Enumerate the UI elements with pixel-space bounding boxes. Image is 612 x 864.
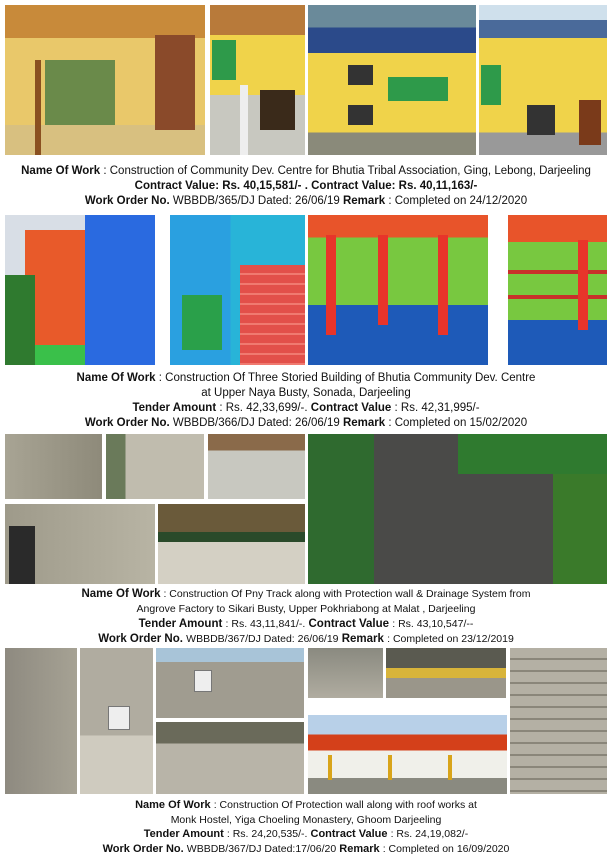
project-1-values: Contract Value: Rs. 40,15,581/- . Contract Value: Rs. 40,11,163/- (134, 180, 478, 192)
project-3-name: Name Of Work : Construction Of Pny Track along with Protection wall & Drainage System from (81, 588, 531, 600)
photo-wall-2 (106, 434, 204, 499)
photo-building-corner (479, 5, 607, 155)
project-4-name: Name Of Work : Construction Of Protection wall along with roof works at (135, 799, 477, 811)
photo-three-storey-exterior (5, 215, 155, 365)
project-2-work-order: Work Order No. WBBDB/366/DJ Dated: 26/06/19 Remark : Completed on 15/02/2020 (84, 417, 528, 429)
project-2-values: Tender Amount : Rs. 42,33,699/-. Contract Value : Rs. 42,31,995/- (132, 402, 480, 414)
photo-protection-wall-3 (156, 648, 304, 718)
project-1-name: Name Of Work : Construction of Community Dev. Centre for Bhutia Tribal Association, Ging, Lebong, Darjeeling (21, 165, 591, 177)
photo-roof-works-1 (308, 648, 383, 698)
project-1-work-order: Work Order No. WBBDB/365/DJ Dated: 26/06/19 Remark : Completed on 24/12/2020 (84, 195, 528, 207)
project-3-values: Tender Amount : Rs. 43,11,841/-. Contract Value : Rs. 43,10,547/-- (138, 618, 474, 630)
photo-wall-1 (5, 434, 102, 499)
project-3-name-cont: Angrove Factory to Sikari Busty, Upper Pokhriabong at Malat , Darjeeling (136, 603, 476, 615)
photo-protection-wall-2 (80, 648, 153, 794)
photo-stairs (510, 648, 607, 794)
photo-protection-wall-4 (156, 722, 304, 794)
project-4-name-cont: Monk Hostel, Yiga Choeling Monastery, Ghoom Darjeeling (170, 813, 442, 826)
project-4-values: Tender Amount : Rs. 24,20,535/-. Contract Value : Rs. 24,19,082/- (143, 828, 469, 840)
photo-protection-wall-1 (5, 648, 77, 794)
project-1-caption (0, 164, 612, 209)
project-2-name: Name Of Work : Construction Of Three Storied Building of Bhutia Community Dev. Centre (76, 372, 536, 384)
photo-shelf-room (508, 215, 607, 365)
photo-roof-works-2 (386, 648, 506, 698)
project-3-caption (0, 587, 612, 647)
photo-roof-structure (308, 715, 507, 794)
project-4-caption (0, 798, 612, 856)
project-2-caption (0, 371, 612, 431)
photo-veranda (5, 5, 205, 155)
photo-drain (208, 434, 305, 499)
photo-pny-track (308, 434, 607, 584)
project-2-name-cont: at Upper Naya Busty, Sonada, Darjeeling (201, 387, 411, 399)
project-3-work-order: Work Order No. WBBDB/367/DJ Dated: 26/06/19 Remark : Completed on 23/12/2019 (98, 633, 514, 645)
photo-staircase (170, 215, 305, 365)
photo-building-side (210, 5, 305, 155)
project-4-work-order: Work Order No. WBBDB/367/DJ Dated:17/06/20 Remark : Completed on 16/09/2020 (102, 842, 510, 855)
photo-retaining-wall (5, 504, 155, 584)
photo-hall-interior (308, 215, 488, 365)
photo-building-front (308, 5, 476, 155)
photo-drainage-channel (158, 504, 305, 584)
